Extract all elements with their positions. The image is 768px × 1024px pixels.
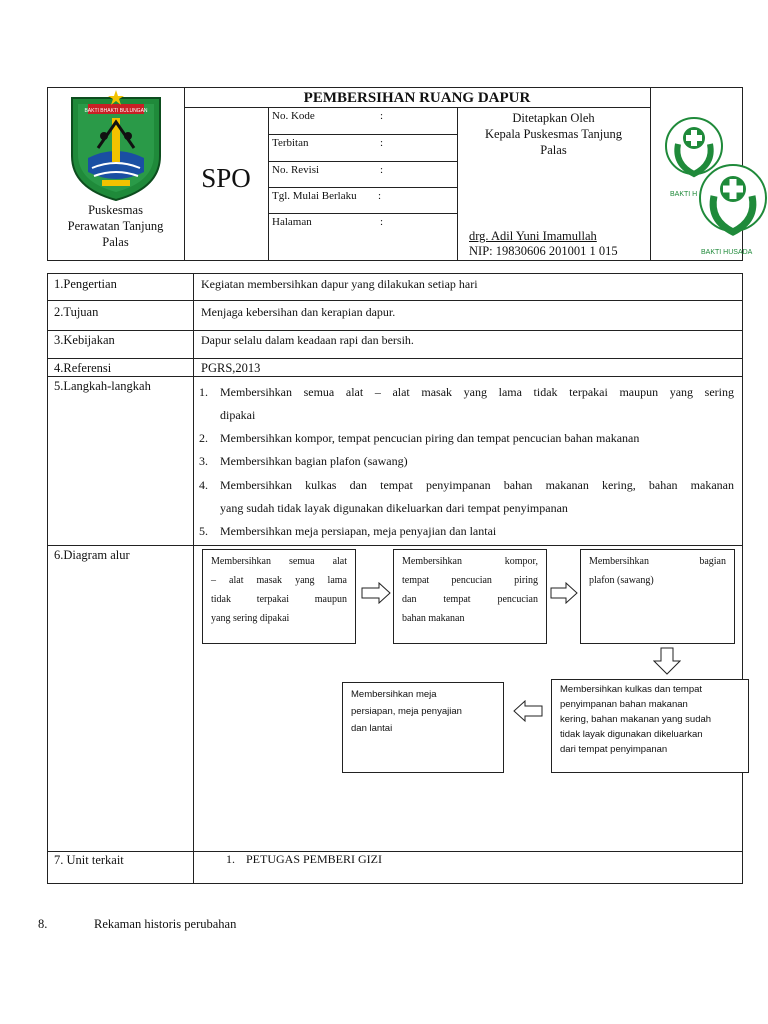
field-label-kode: No. Kode	[272, 110, 315, 122]
step-number: 4.	[199, 478, 208, 492]
field-label-revisi: No. Revisi	[272, 164, 320, 176]
field-colon-tgl: :	[378, 190, 382, 202]
label-kebijakan: 3.Kebijakan	[54, 333, 115, 347]
org-name	[47, 202, 184, 250]
spo-label: SPO	[201, 163, 251, 193]
bakti-text-large: BAKTI HUSADA	[701, 249, 753, 256]
label-langkah: 5.Langkah-langkah	[54, 379, 151, 393]
value-kebijakan: Dapur selalu dalam keadaan rapi dan bersih.	[201, 333, 414, 347]
approval-line2: Kepala Puskesmas Tanjung	[484, 127, 623, 141]
flow-text: bahan makanan	[402, 613, 465, 624]
flow-text: Membersihkan meja	[351, 689, 437, 700]
unit-value: PETUGAS PEMBERI GIZI	[246, 852, 383, 866]
arrow-right-icon	[361, 582, 391, 604]
flow-text: Membersihkan kulkas dan tempat	[560, 684, 703, 695]
flow-box-5	[342, 682, 504, 773]
field-colon-revisi: :	[380, 164, 384, 176]
label-unit-terkait: 7. Unit terkait	[54, 853, 124, 867]
flow-text: yang sering dipakai	[211, 613, 290, 624]
regency-logo	[68, 88, 164, 202]
step-text-cont: dipakai	[220, 408, 256, 422]
flow-text: plafon (sawang)	[589, 575, 654, 586]
step-text: Membersihkan meja persiapan, meja penyajian dan lantai	[220, 524, 497, 538]
flow-text: kering, bahan makanan yang sudah	[560, 714, 712, 725]
flow-text: dan lantai	[351, 723, 393, 734]
approval-line1: Ditetapkan Oleh	[512, 111, 595, 125]
logo-banner-text: BAKTI BHAKTI BULUNGAN	[84, 108, 148, 114]
field-colon-halaman: :	[380, 216, 384, 228]
value-tujuan: Menjaga kebersihan dan kerapian dapur.	[201, 305, 396, 319]
flow-text: tidak terpakai maupun	[211, 594, 347, 605]
flow-text: tidak layak digunakan dikeluarkan	[560, 729, 703, 740]
flow-text: – alat masak yang lama	[211, 575, 347, 586]
org-name-line3: Palas	[102, 235, 129, 249]
footer-number: 8.	[38, 917, 48, 931]
doc-title: PEMBERSIHAN RUANG DAPUR	[303, 90, 531, 106]
flow-text: tempat pencucian piring	[402, 575, 538, 586]
bakti-husada-logo-front	[697, 160, 768, 260]
flow-box-2	[393, 549, 547, 644]
step-number: 1.	[199, 385, 208, 399]
signer-nip: NIP: 19830606 201001 1 015	[469, 244, 618, 258]
step-text: Membersihkan kompor, tempat pencucian piring dan tempat pencucian bahan makanan	[220, 431, 640, 445]
step-number: 2.	[199, 431, 208, 445]
org-name-line2: Perawatan Tanjung	[67, 219, 164, 233]
footer-text: Rekaman historis perubahan	[94, 917, 237, 931]
flow-box-3	[580, 549, 735, 644]
value-referensi: PGRS,2013	[201, 361, 261, 375]
flow-box-4	[551, 679, 749, 773]
arrow-right-icon	[550, 582, 578, 604]
org-name-line1: Puskesmas	[88, 203, 143, 217]
field-colon-kode: :	[380, 110, 384, 122]
bakti-text-small: BAKTI H	[670, 191, 698, 198]
step-text: Membersihkan semua alat – alat masak yang lama tidak terpakai maupun yang sering	[220, 385, 734, 399]
flow-text: dan tempat pencucian	[402, 594, 538, 605]
arrow-left-icon	[513, 700, 543, 722]
step-text: Membersihkan bagian plafon (sawang)	[220, 454, 408, 468]
signer-name: drg. Adil Yuni Imamullah	[469, 229, 597, 243]
step-text: Membersihkan kulkas dan tempat penyimpanan bahan makanan kering, bahan makanan	[220, 478, 734, 492]
flow-text: Membersihkan bagian	[589, 556, 726, 567]
label-referensi: 4.Referensi	[54, 361, 112, 375]
step-text-cont: yang sudah tidak layak digunakan dikeluarkan dari tempat penyimpanan	[220, 501, 568, 515]
flow-box-1	[202, 549, 356, 644]
flow-text: penyimpanan bahan makanan	[560, 699, 688, 710]
flow-text: Membersihkan semua alat	[211, 556, 347, 567]
value-pengertian: Kegiatan membersihkan dapur yang dilakukan setiap hari	[201, 277, 478, 291]
step-number: 3.	[199, 454, 208, 468]
label-tujuan: 2.Tujuan	[54, 305, 99, 319]
label-pengertian: 1.Pengertian	[54, 277, 117, 291]
unit-number: 1.	[226, 852, 235, 866]
field-label-tgl: Tgl. Mulai Berlaku	[272, 190, 357, 202]
field-label-halaman: Halaman	[272, 216, 312, 228]
field-label-terbitan: Terbitan	[272, 137, 309, 149]
approval-line3: Palas	[540, 143, 567, 157]
flow-text: dari tempat penyimpanan	[560, 744, 668, 755]
label-diagram: 6.Diagram alur	[54, 548, 130, 562]
field-colon-terbitan: :	[380, 137, 384, 149]
flow-text: persiapan, meja penyajian	[351, 706, 462, 717]
arrow-down-icon	[653, 647, 681, 675]
step-number: 5.	[199, 524, 208, 538]
flow-text: Membersihkan kompor,	[402, 556, 538, 567]
